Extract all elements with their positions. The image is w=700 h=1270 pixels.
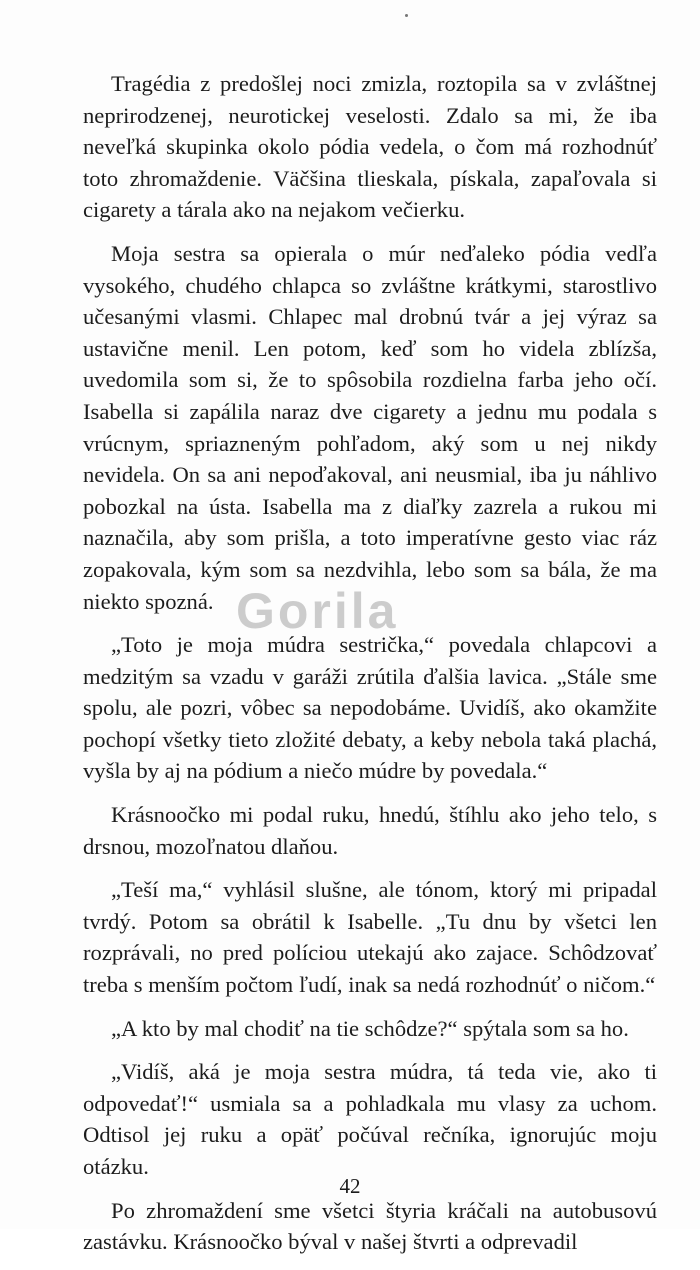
paragraph: Moja sestra sa opierala o múr neďaleko pódia vedľa vysokého, chudého chlapca so zvláštne krátkymi, starostlivo učesanými vlasmi. Chlapec mal drobnú tvár a jej výraz sa ustavične menil. Len potom, keď som ho videla zblízša, uvedomila som si, že to spôsobila rozdielna farba jeho očí. Isabella si zapálila naraz dve cigarety a jednu mu podala s vrúcnym, spriazneným pohľadom, aký som u nej nikdy nevidela. On sa ani nepoďakoval, ani neusmial, iba ju náhlivo pobozkal na ústa. Isabella ma z diaľky zazrela a rukou mi naznačila, aby som prišla, a toto imperatívne gesto viac ráz zopakovala, kým som sa nezdvihla, lebo som sa bála, že ma niekto spozná. xyxy=(83,240,657,614)
body-text xyxy=(83,68,657,1270)
paragraph: „Vidíš, aká je moja sestra múdra, tá teda vie, ako ti odpovedať!“ usmiala sa a pohladkala mu vlasy za uchom. Odtisol jej ruku a opäť počúval rečníka, ignorujúc moju otázku. xyxy=(83,1059,657,1179)
paragraph: Po zhromaždení sme všetci štyria kráčali na autobusovú zastávku. Krásnoočko býval v našej štvrti a odprevadil xyxy=(83,1197,657,1255)
paragraph: „Teší ma,“ vyhlásil slušne, ale tónom, ktorý mi pripadal tvrdý. Potom sa obrátil k Isabelle. „Tu dnu by všetci len rozprávali, no pred políciou utekajú ako zajace. Schôdzovať treba s menším počtom ľudí, inak sa nedá rozhodnúť o ničom.“ xyxy=(83,877,657,998)
page-speck xyxy=(405,14,408,17)
page-number: 42 xyxy=(339,1174,361,1198)
watermark: Gorila xyxy=(236,583,399,639)
paragraph: Tragédia z predošlej noci zmizla, roztopila sa v zvláštnej neprirodzenej, neurotickej veselosti. Zdalo sa mi, že iba neveľká skupinka okolo pódia vedela, o čom má rozhodnúť toto zhromaždenie. Väčšina tlieskala, pískala, zapaľovala si cigarety a tárala ako na nejakom večierku. xyxy=(83,71,657,223)
paragraph: „Toto je moja múdra sestrička,“ povedala chlapcovi a medzitým sa vzadu v garáži zrútila ďalšia lavica. „Stále sme spolu, ale pozri, vôbec sa nepodobáme. Uvidíš, ako okamžite pochopí všetky tieto zložité debaty, a keby nebola taká plachá, vyšla by aj na pódium a niečo múdre by povedala.“ xyxy=(83,632,657,784)
paragraph: Krásnoočko mi podal ruku, hnedú, štíhlu ako jeho telo, s drsnou, mozoľnatou dlaňou. xyxy=(83,802,657,859)
paragraph: „A kto by mal chodiť na tie schôdze?“ spýtala som sa ho. xyxy=(111,1015,629,1041)
